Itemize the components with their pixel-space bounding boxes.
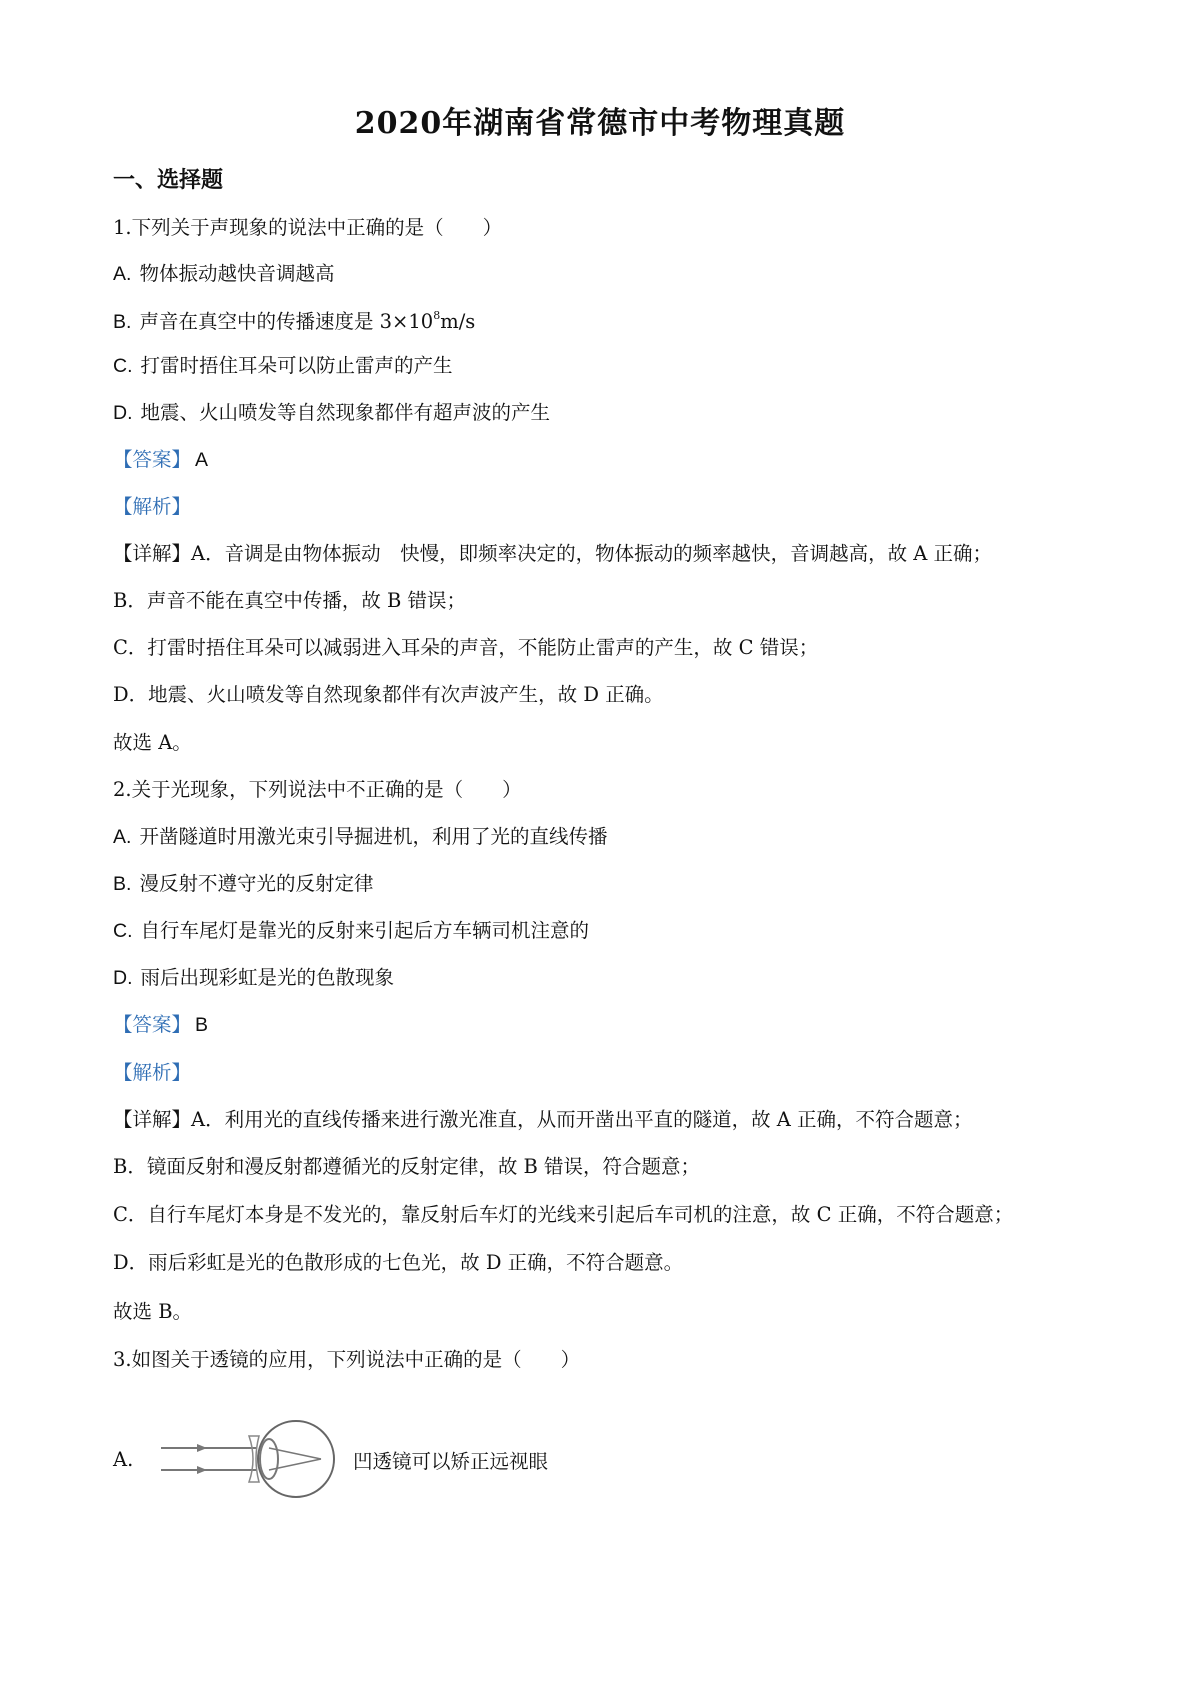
q2-option-a[interactable] [113, 827, 607, 848]
eye-lens-diagram [161, 1418, 351, 1500]
q3-option-a[interactable] [113, 1418, 713, 1500]
q2-detail-1: 【详解】A．利用光的直线传播来进行激光准直，从而开凿出平直的隧道，故 A 正确，不符合题意； [113, 1108, 973, 1131]
option-text: 地震、火山喷发等自然现象都伴有超声波的产生 [140, 401, 551, 424]
q1-detail-2: B．声音不能在真空中传播，故 B 错误； [113, 589, 467, 612]
q1-detail-1: 【详解】A．音调是由物体振动 快慢，即频率决定的，物体振动的频率越快，音调越高，故 A 正确； [113, 542, 993, 565]
q2-option-b[interactable] [113, 874, 373, 895]
q2-option-c[interactable] [113, 921, 589, 942]
answer-tag: 【答案】 [113, 1013, 192, 1036]
q2-analysis-tag: 【解析】 [113, 1061, 192, 1084]
option-text: 漫反射不遵守光的反射定律 [139, 872, 374, 895]
q1-option-d[interactable] [113, 403, 550, 424]
q1-option-c[interactable] [113, 356, 453, 377]
option-text: 雨后出现彩虹是光的色散现象 [140, 966, 395, 989]
q1-detail-4: D．地震、火山喷发等自然现象都伴有次声波产生，故 D 正确。 [113, 683, 664, 706]
option-label: C. [113, 355, 133, 377]
q1-detail-3: C．打雷时捂住耳朵可以减弱进入耳朵的声音，不能防止雷声的产生，故 C 错误； [113, 636, 819, 659]
option-text: 开凿隧道时用激光束引导掘进机，利用了光的直线传播 [139, 825, 608, 848]
q2-choose: 故选 B。 [113, 1300, 193, 1323]
q1-option-b[interactable] [113, 310, 475, 333]
q2-answer [113, 1015, 208, 1036]
option-text: 自行车尾灯是靠光的反射来引起后方车辆司机注意的 [140, 919, 590, 942]
answer-value: A [195, 449, 209, 471]
option-text: 打雷时捂住耳朵可以防止雷声的产生 [140, 354, 453, 377]
option-label: A. [113, 263, 132, 285]
q3-stem: 3.如图关于透镜的应用，下列说法中正确的是（ ） [113, 1348, 581, 1371]
option-label: C. [113, 920, 133, 942]
answer-tag: 【答案】 [113, 448, 192, 471]
option-text: 凹透镜可以矫正远视眼 [353, 1450, 549, 1473]
option-label: B. [113, 873, 132, 895]
q2-detail-3: C．自行车尾灯本身是不发光的，靠反射后车灯的光线来引起后车司机的注意，故 C 正确，不符合题意； [113, 1203, 1014, 1226]
option-unit: m/s [440, 310, 476, 333]
q2-stem: 2.关于光现象，下列说法中不正确的是（ ） [113, 778, 522, 801]
section-heading: 一、选择题 [113, 167, 224, 193]
option-text: 声音在真空中的传播速度是 3×10 [139, 310, 434, 333]
q1-choose: 故选 A。 [113, 731, 192, 754]
option-label: B. [113, 311, 132, 333]
option-label: A. [113, 826, 132, 848]
q1-option-a[interactable] [113, 264, 334, 285]
q2-option-d[interactable] [113, 968, 394, 989]
option-label: A. [113, 1448, 134, 1471]
answer-value: B [195, 1014, 209, 1036]
page-title: 2020年湖南省常德市中考物理真题 [354, 106, 846, 141]
q2-detail-2: B．镜面反射和漫反射都遵循光的反射定律，故 B 错误，符合题意； [113, 1155, 701, 1178]
option-label: D. [113, 967, 133, 989]
q2-detail-4: D．雨后彩虹是光的色散形成的七色光，故 D 正确，不符合题意。 [113, 1251, 684, 1274]
q1-stem: 1.下列关于声现象的说法中正确的是（ ） [113, 216, 503, 239]
option-text: 物体振动越快音调越高 [139, 262, 335, 285]
exponent: 8 [433, 309, 441, 322]
q1-analysis-tag: 【解析】 [113, 495, 192, 518]
option-label: D. [113, 402, 133, 424]
q1-answer [113, 450, 208, 471]
